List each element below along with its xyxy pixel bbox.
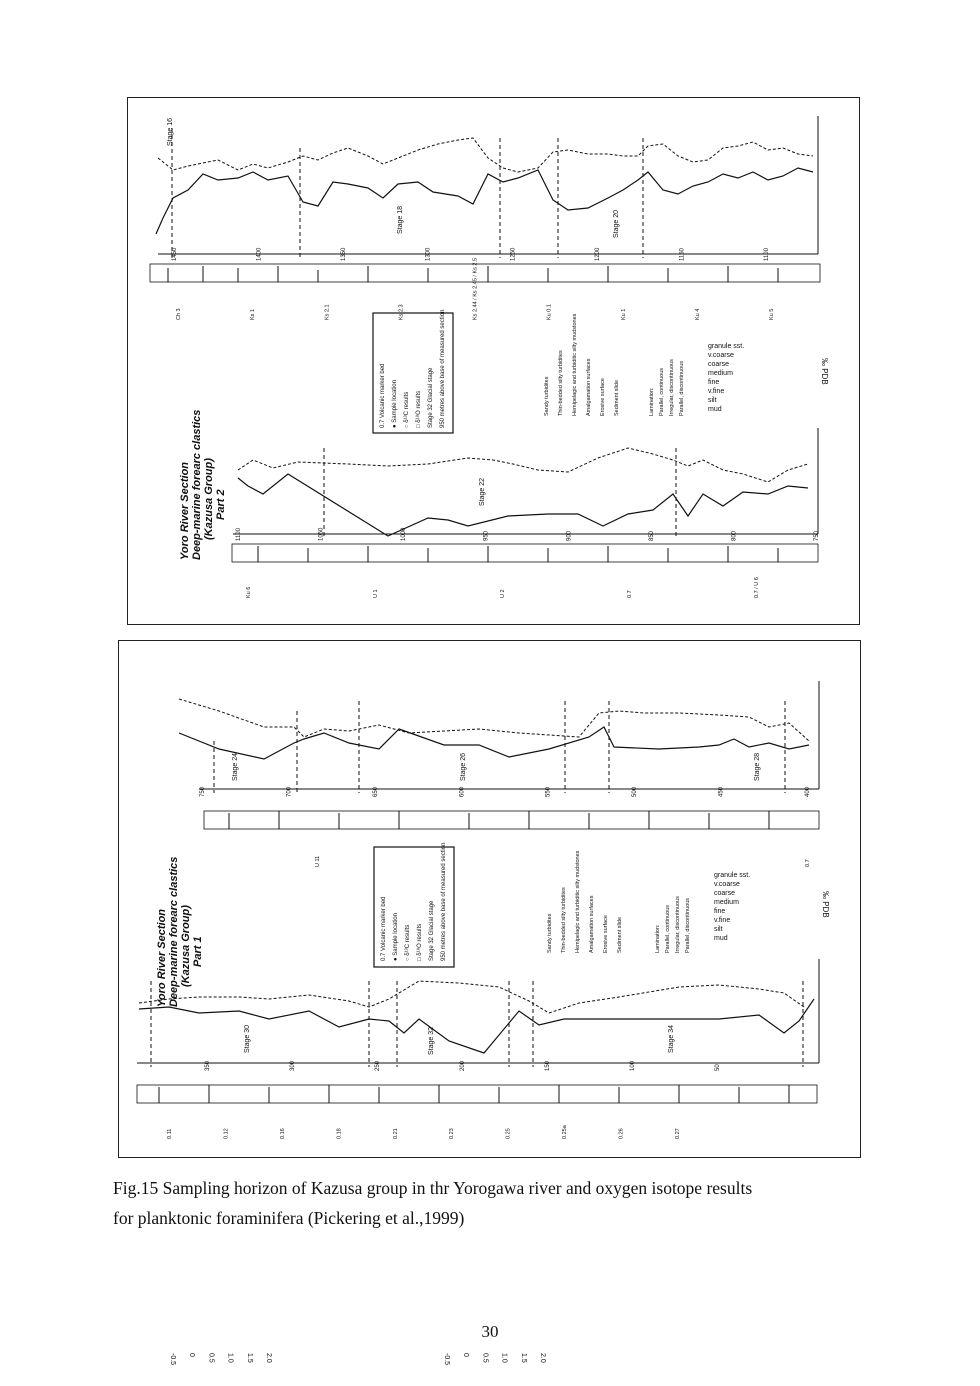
key-lithology-label: Sandy turbidites xyxy=(544,376,550,416)
part1-upper-d18o-line xyxy=(179,727,809,759)
marker-bed-label: Ku 0.1 xyxy=(546,304,553,320)
depth-tick-label: 450 xyxy=(718,786,725,797)
part2-plot xyxy=(128,98,859,624)
depth-tick-label: 100 xyxy=(630,1060,636,1071)
key-lamination-label: Parallel, continuous xyxy=(665,904,671,953)
marker-bed-label: 0.16 xyxy=(279,1128,286,1139)
marker-bed-label: Ku 1 xyxy=(620,308,627,320)
part2-title xyxy=(179,410,227,560)
marker-bed-label: U 11 xyxy=(315,855,321,867)
stage-label: Stage 30 xyxy=(244,1024,251,1053)
svg-text:Part 2: Part 2 xyxy=(215,489,227,520)
caption-line-1: Fig.15 Sampling horizon of Kazusa group in thr Yorogawa river and oxygen isotope results xyxy=(113,1178,753,1198)
part1-upper-d13c-line xyxy=(179,699,809,741)
marker-bed-label: 0.21 xyxy=(392,1128,399,1139)
grain-size-label: v.fine xyxy=(708,388,725,395)
stage-label: Stage 32 xyxy=(428,1026,435,1055)
key-symbol-label: □ δ¹⁸O results xyxy=(416,390,422,428)
part1-upper-log-pattern xyxy=(229,811,769,829)
stage-label: Stage 16 xyxy=(167,117,174,146)
marker-bed-label: 0.18 xyxy=(336,1128,343,1139)
isotope-tick-label: 0 xyxy=(188,1353,196,1357)
part2-lower-axes xyxy=(233,428,818,534)
marker-bed-label: 0.27 xyxy=(675,1128,681,1139)
isotope-tick-label: 2.0 xyxy=(539,1353,546,1363)
isotope-tick-label: 2.0 xyxy=(265,1353,272,1363)
depth-tick-label: 1050 xyxy=(318,527,325,541)
part1-upper-log-strip xyxy=(204,811,819,829)
depth-tick-label: 1200 xyxy=(594,247,601,261)
grain-size-label: v.coarse xyxy=(714,881,740,888)
marker-bed-label: Ks 2.3 xyxy=(398,304,405,320)
isotope-tick-label: 1.0 xyxy=(500,1353,508,1363)
depth-tick-label: 400 xyxy=(805,786,811,797)
part1-title xyxy=(156,857,204,1007)
part2-lower-log-strip xyxy=(232,544,818,562)
grain-size-label: coarse xyxy=(708,361,730,368)
key-lamination-label: Lamination: xyxy=(649,387,655,416)
key-symbol-label: ● Sample location xyxy=(393,913,399,961)
key-symbol-label: Stage 32 Glacial stage xyxy=(428,367,434,428)
marker-bed-label: Ch 3 xyxy=(176,308,182,320)
marker-bed-label: 0.7 xyxy=(627,590,633,598)
depth-tick-label: 1250 xyxy=(510,247,517,261)
key-lamination-label: Lamination: xyxy=(655,924,661,953)
key-symbol-label: 0.7 Volcanic marker bed xyxy=(381,896,387,961)
isotope-tick-label: -0.5 xyxy=(443,1353,450,1366)
stage-label: Stage 24 xyxy=(232,752,239,781)
marker-bed-label: Ks 2.44 / Ks 2.45 / Ks 2.5 xyxy=(472,257,479,320)
depth-tick-label: 1100 xyxy=(236,528,242,541)
page-number: 30 xyxy=(481,1322,499,1341)
depth-tick-label: 350 xyxy=(205,1060,211,1071)
marker-bed-label: U 1 xyxy=(373,589,379,598)
marker-bed-label: Ks 1 xyxy=(250,308,257,320)
depth-tick-label: 1100 xyxy=(764,248,770,261)
key-lithology-label: Erosive surface xyxy=(603,915,609,953)
depth-tick-label: 550 xyxy=(545,786,552,797)
part1-lower-stage-boundaries xyxy=(151,981,803,1067)
key-symbol-label: □ δ¹⁸O results xyxy=(417,923,423,961)
grain-size-label: mud xyxy=(708,406,722,413)
figure-part2 xyxy=(127,97,860,625)
key-symbol-label: Stage 32 Glacial stage xyxy=(429,900,435,961)
key-symbol-label: 950 metres above base of measured section xyxy=(441,842,447,961)
depth-tick-label: 1000 xyxy=(401,527,408,541)
grain-size-label: coarse xyxy=(714,890,736,897)
depth-tick-label: 950 xyxy=(483,530,490,541)
part2-upper-stage-boundaries xyxy=(172,128,643,258)
part2-upper-log-strip xyxy=(150,264,820,282)
grain-size-label: granule sst. xyxy=(714,872,751,879)
key-lithology-label: Sediment slide xyxy=(617,916,623,953)
svg-text:(Kazusa Group): (Kazusa Group) xyxy=(203,458,215,540)
grain-size-label: v.coarse xyxy=(708,352,734,359)
marker-bed-label: 0.12 xyxy=(223,1128,230,1139)
key-lithology-label: Hemipelagic and turbiditic silty mudstones xyxy=(575,850,581,953)
key-lithology-label: Erosive surface xyxy=(600,378,606,416)
part1-lower-log-pattern xyxy=(159,1085,789,1103)
isotope-tick-label: 0.5 xyxy=(207,1353,215,1363)
key-lamination-label: Parallel, discontinuous xyxy=(679,360,685,416)
key-lithology-label: Thin-bedded silty turbidites xyxy=(561,887,567,953)
depth-tick-label: 150 xyxy=(545,1060,551,1071)
key-symbol-label: ○ δ¹³C results xyxy=(405,924,411,961)
svg-text:Yoro River Section: Yoro River Section xyxy=(156,908,168,1007)
depth-tick-label: 500 xyxy=(632,786,639,797)
marker-bed-label: 0.11 xyxy=(167,1128,173,1139)
part1-lower-d18o-line xyxy=(139,999,814,1053)
grain-size-label: granule sst. xyxy=(708,343,745,350)
isotope-tick-label: -0.5 xyxy=(169,1353,176,1366)
marker-bed-label: Ku 6 xyxy=(246,586,252,598)
isotope-tick-label: 1.5 xyxy=(519,1353,527,1363)
svg-text:Deep-marine forearc clastics: Deep-marine forearc clastics xyxy=(191,409,203,560)
grain-size-label: silt xyxy=(708,397,717,404)
part2-upper-d13c-line xyxy=(158,138,813,172)
depth-tick-label: 1350 xyxy=(341,247,348,261)
isotope-tick-label: 0 xyxy=(462,1353,470,1357)
grain-size-label: v.fine xyxy=(714,917,731,924)
key-lamination-label: Parallel, continuous xyxy=(659,367,665,416)
depth-tick-label: 900 xyxy=(566,530,573,541)
part2-axis-label: ‰ PDB xyxy=(820,358,829,385)
marker-bed-label: 0.7 xyxy=(805,859,811,867)
depth-tick-label: 850 xyxy=(648,530,655,541)
figure-caption xyxy=(113,1173,873,1233)
key-lamination-label: Irregular, discontinuous xyxy=(669,359,675,416)
depth-tick-label: 700 xyxy=(286,786,293,797)
grain-size-label: medium xyxy=(708,370,733,377)
key-lamination-label: Irregular, discontinuous xyxy=(675,896,681,953)
part2-lower-log-pattern xyxy=(258,546,778,562)
grain-size-label: medium xyxy=(714,899,739,906)
depth-tick-label: 750 xyxy=(200,786,206,797)
part1-upper-axes xyxy=(199,681,819,789)
svg-text:Part 1: Part 1 xyxy=(192,936,204,967)
key-lithology-label: Sandy turbidites xyxy=(547,913,553,953)
stage-label: Stage 22 xyxy=(479,477,486,506)
key-symbol-label: 950 metres above base of measured section xyxy=(440,309,446,428)
svg-text:(Kazusa Group): (Kazusa Group) xyxy=(180,905,192,987)
key-lithology-label: Sediment slide xyxy=(614,379,620,416)
stage-label: Stage 18 xyxy=(397,205,404,234)
part2-upper-d18o-line xyxy=(156,168,813,234)
marker-bed-label: 0.23 xyxy=(449,1128,456,1139)
isotope-tick-label: 0.5 xyxy=(481,1353,489,1363)
marker-bed-label: 0.7 / U 6 xyxy=(754,577,760,598)
grain-size-label: mud xyxy=(714,935,728,942)
caption-line-2: for planktonic foraminifera (Pickering et al.,1999) xyxy=(113,1208,465,1228)
stage-label: Stage 26 xyxy=(460,752,467,781)
marker-bed-label: 0.25 xyxy=(505,1128,512,1139)
key-lithology-label: Amalgamation surfaces xyxy=(589,895,595,953)
depth-tick-label: 650 xyxy=(372,786,379,797)
svg-text:Yoro River Section: Yoro River Section xyxy=(179,461,191,560)
part1-lower-log-strip xyxy=(137,1085,817,1103)
stage-label: Stage 34 xyxy=(668,1024,675,1053)
key-symbol-label: ○ δ¹³C results xyxy=(404,391,410,428)
part1-axis-label: ‰ PDB xyxy=(821,891,830,918)
depth-tick-label: 300 xyxy=(290,1060,296,1071)
marker-bed-label: Ku 5 xyxy=(769,308,775,320)
stage-label: Stage 20 xyxy=(613,209,620,238)
key-lithology-label: Thin-bedded silty turbidites xyxy=(558,350,564,416)
grain-size-label: silt xyxy=(714,926,723,933)
depth-tick-label: 1300 xyxy=(425,247,432,261)
isotope-tick-label: 1.5 xyxy=(245,1353,253,1363)
marker-bed-label: Ku 4 xyxy=(694,308,701,320)
marker-bed-label: Ks 2.1 xyxy=(324,304,331,320)
depth-tick-label: 1150 xyxy=(679,248,686,261)
depth-tick-label: 50 xyxy=(715,1064,721,1071)
key-lithology-label: Hemipelagic and turbiditic silty mudstones xyxy=(572,313,578,416)
marker-bed-label: 0.25a xyxy=(562,1125,569,1139)
part2-lower-stage-boundaries xyxy=(324,448,676,538)
grain-size-label: fine xyxy=(708,379,720,386)
depth-tick-label: 200 xyxy=(460,1060,466,1071)
marker-bed-label: U 2 xyxy=(500,589,506,598)
part1-lower-d13c-line xyxy=(139,981,804,1013)
depth-tick-label: 800 xyxy=(731,530,738,541)
key-symbol-label: ● Sample location xyxy=(392,380,398,428)
key-lithology-label: Amalgamation surfaces xyxy=(586,358,592,416)
grain-size-label: fine xyxy=(714,908,726,915)
stage-label: Stage 28 xyxy=(754,752,761,781)
part2-upper-axes xyxy=(158,116,818,254)
svg-text:Deep-marine forearc clastics: Deep-marine forearc clastics xyxy=(168,856,180,1007)
key-lamination-label: Parallel, discontinuous xyxy=(685,897,691,953)
key-symbol-label: 0.7 Volcanic marker bed xyxy=(380,363,386,428)
marker-bed-label: 0.26 xyxy=(618,1128,625,1139)
isotope-tick-label: 1.0 xyxy=(226,1353,234,1363)
depth-tick-label: 600 xyxy=(459,786,466,797)
depth-tick-label: 1450 xyxy=(172,247,178,261)
depth-tick-label: 250 xyxy=(375,1060,381,1071)
depth-tick-label: 1400 xyxy=(256,247,263,261)
depth-tick-label: 750 xyxy=(814,530,820,541)
